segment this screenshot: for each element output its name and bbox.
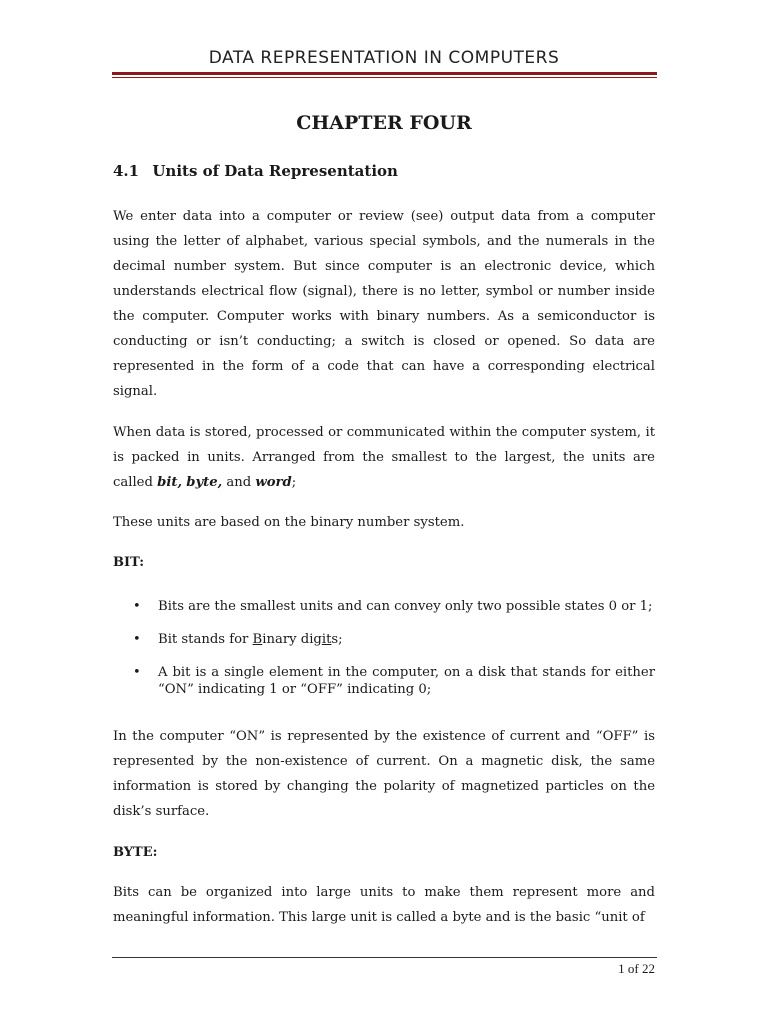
paragraph-intro: We enter data into a computer or review (see) output data from a computer using the letter of alphabet, various special symbols, and the numerals in the decimal number system. But since computer is an electronic device, which understands electrical flow (signal), there is no letter, symbol or number inside the computer. Computer works with binary numbers. As a semiconductor is conducting or isn’t conducting; a switch is closed or opened. So data are represented in the form of a code that can have a corresponding electrical signal.: [113, 209, 655, 399]
label-byte: BYTE:: [113, 845, 158, 860]
section-title: Units of Data Representation: [152, 162, 398, 180]
running-header: DATA REPRESENTATION IN COMPUTERS: [208, 48, 560, 68]
header-rule-thick: [112, 72, 657, 75]
list-item: [113, 598, 655, 615]
term-byte: byte,: [186, 475, 223, 490]
bullet-marker: •: [133, 632, 141, 647]
paragraph-units: [113, 420, 655, 495]
paragraph-binary-basis: These units are based on the binary number system.: [113, 515, 465, 530]
footer-rule: [112, 957, 657, 958]
bit-bullet-list: [113, 598, 655, 714]
paragraph-byte: Bits can be organized into large units to make them represent more and meaningful information. This large unit is called a byte and is the basic “unit of: [113, 885, 655, 925]
section-number: 4.1: [113, 162, 140, 180]
bullet-text-mid: inary dig: [262, 632, 322, 647]
section-heading: [113, 162, 398, 180]
list-item: [113, 664, 655, 698]
term-bit: bit,: [157, 475, 183, 490]
list-item: [113, 631, 655, 648]
bullet-marker: •: [133, 665, 141, 680]
paragraph-units-lead: When data is stored, processed or communicated within the computer system, it is packed in units. Arranged from the smallest to the largest, the units are called: [113, 425, 655, 490]
paragraph-units-end: ;: [291, 475, 297, 490]
paragraph-units-and: and: [222, 475, 256, 490]
bullet-marker: •: [133, 599, 141, 614]
bullet-text-pre: Bit stands for: [158, 632, 253, 647]
term-word: word: [255, 475, 292, 490]
bullet-text: Bits are the smallest units and can convey only two possible states 0 or 1;: [158, 599, 653, 614]
paragraph-on-off: In the computer “ON” is represented by the existence of current and “OFF” is represented by the non-existence of current. On a magnetic disk, the same information is stored by changing the polarity of magnetized particles on the disk’s surface.: [113, 729, 655, 819]
label-bit: BIT:: [113, 555, 145, 570]
chapter-title: CHAPTER FOUR: [296, 112, 472, 134]
bullet-underline-b: B: [252, 632, 263, 647]
bullet-underline-it: it: [321, 632, 332, 647]
page-number: 1 of 22: [618, 961, 655, 976]
bullet-text-end: s;: [331, 632, 343, 647]
header-rule-thin: [112, 77, 657, 78]
bullet-text: A bit is a single element in the computer, on a disk that stands for either “ON” indicating 1 or “OFF” indicating 0;: [158, 665, 655, 697]
